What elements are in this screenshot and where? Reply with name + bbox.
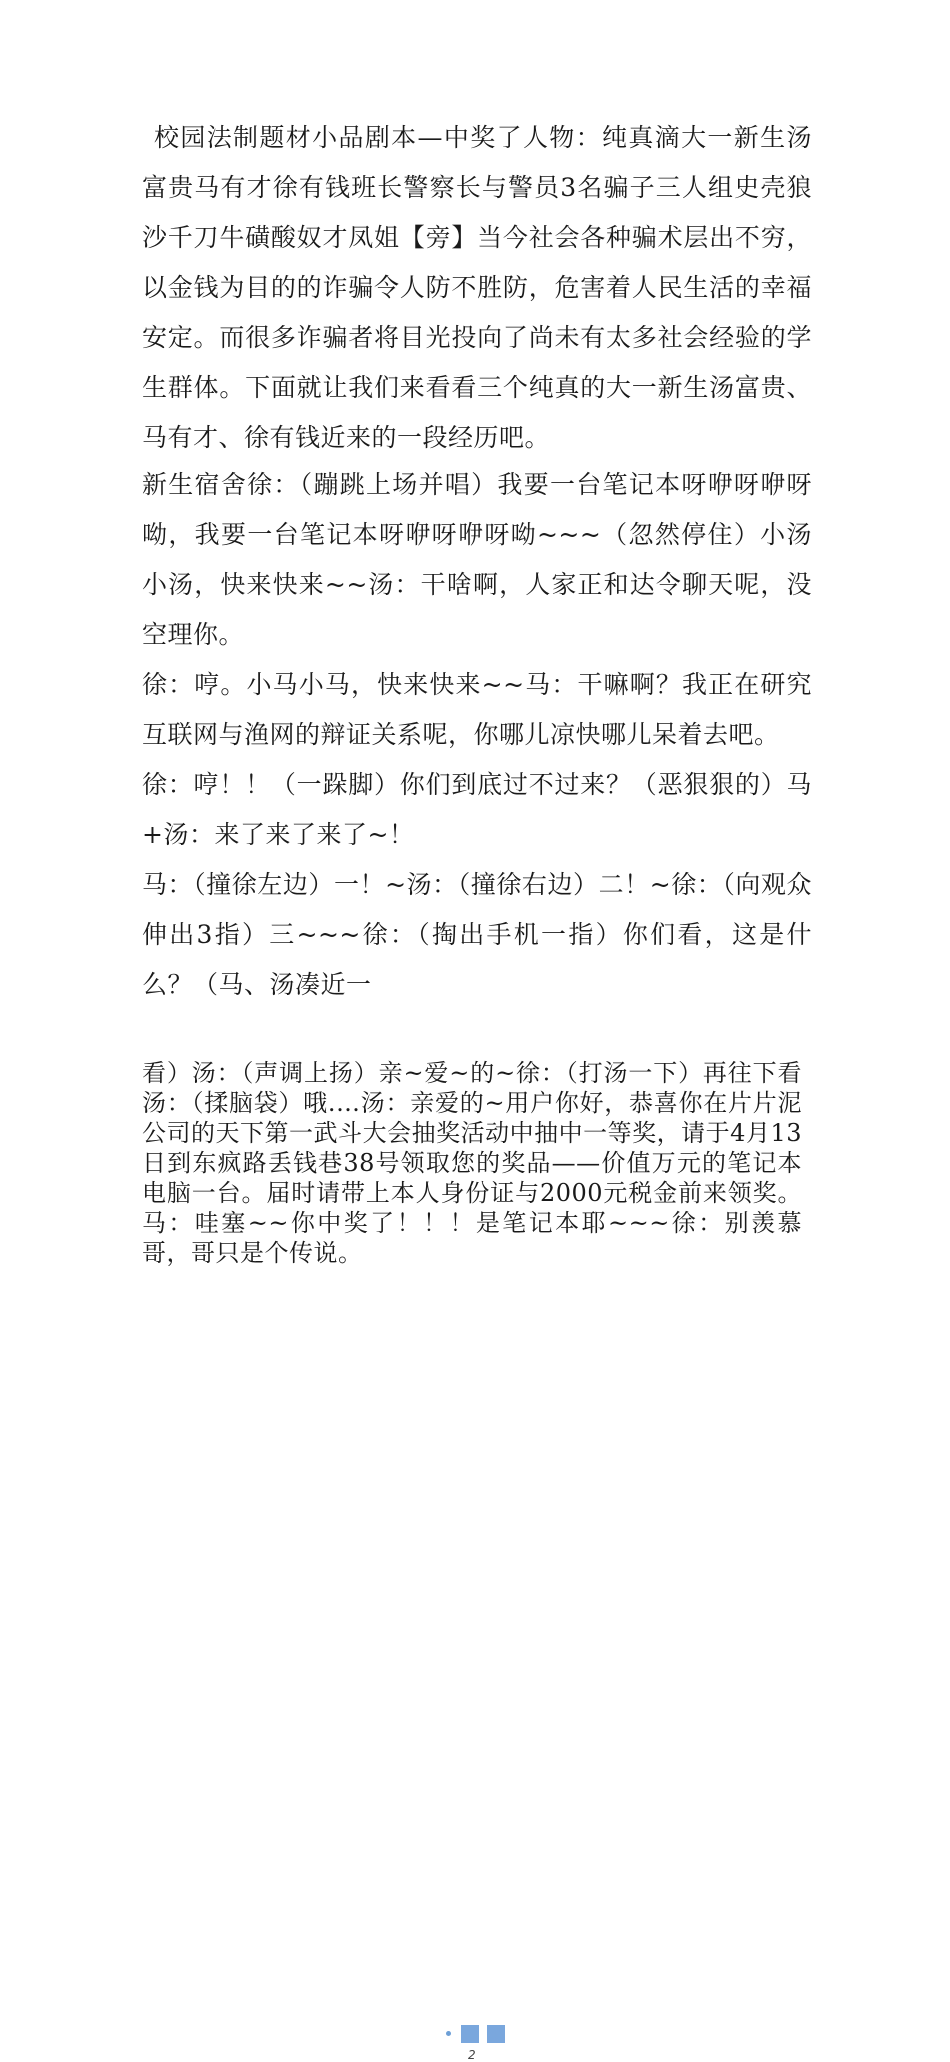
document-page-top xyxy=(0,0,950,1010)
paragraph-intro: 校园法制题材小品剧本—中奖了人物：纯真滴大一新生汤富贵马有才徐有钱班长警察长与警员3名骗子三人组史壳狼沙千刀牛磺酸奴才凤姐【旁】当今社会各种骗术层出不穷，以金钱为目的的诈骗令人防不胜防，危害着人民生活的幸福安定。而很多诈骗者将目光投向了尚未有太多社会经验的学生群体。下面就让我们来看看三个纯真的大一新生汤富贵、马有才、徐有钱近来的一段经历吧。 xyxy=(142,123,812,452)
separator-square-icon xyxy=(461,2025,479,2043)
paragraph-xu-calls-ma: 徐：哼。小马小马，快来快来~~马：干嘛啊？我正在研究互联网与渔网的辩证关系呢，你哪儿凉快哪儿呆着去吧。 xyxy=(142,670,812,749)
paragraph-dormitory-scene: 新生宿舍徐：（蹦跳上场并唱）我要一台笔记本呀咿呀咿呀呦，我要一台笔记本呀咿呀咿呀呦~~~（忽然停住）小汤小汤，快来快来~~汤：干啥啊，人家正和达令聊天呢，没空理你。 xyxy=(142,470,812,649)
paragraph-prize-message: 看）汤：（声调上扬）亲~爱~的~徐：（打汤一下）再往下看汤：（揉脑袋）哦.…汤：亲爱的~用户你好，恭喜你在片片泥公司的天下第一武斗大会抽奖活动中抽中一等奖，请于4月13日到东疯路丢钱巷38号领取您的奖品——价值万元的笔记本电脑一台。届时请带上本人身份证与2000元税金前来领奖。马：哇塞~~你中奖了！！！是笔记本耶~~~徐：别羡慕哥，哥只是个传说。 xyxy=(142,1059,802,1267)
paragraph-phone-reveal: 马：（撞徐左边）一！~汤：（撞徐右边）二！~徐：（向观众伸出3指）三~~~徐：（掏出手机一指）你们看，这是什么？（马、汤凑近一 xyxy=(142,870,812,999)
page-number: 2 xyxy=(468,2048,476,2062)
paragraph-xu-stomps: 徐：哼！！（一跺脚）你们到底过不过来？（恶狠狠的）马+汤：来了来了来了~！ xyxy=(142,770,812,849)
separator-square-icon xyxy=(487,2025,505,2043)
separator-dot-icon xyxy=(446,2031,451,2036)
